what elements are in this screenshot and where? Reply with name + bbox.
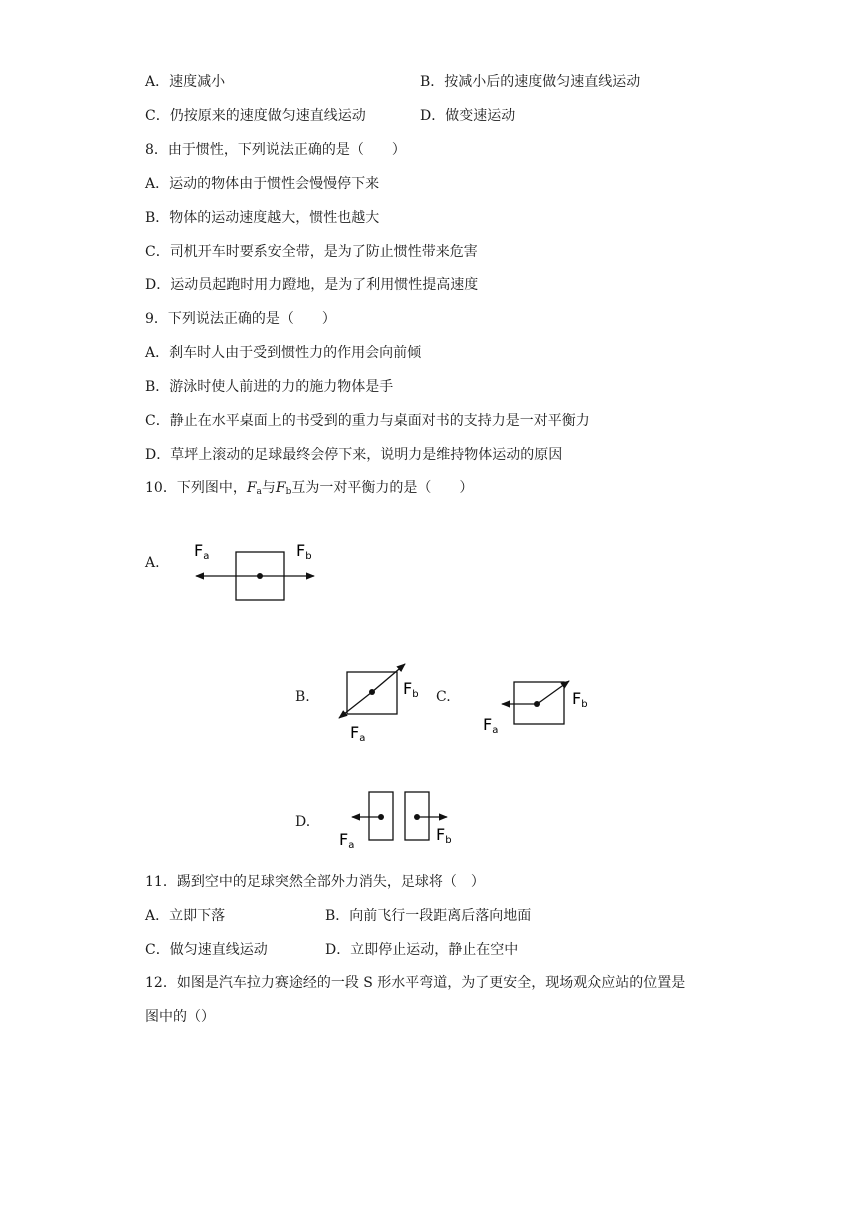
q10-figure-d bbox=[330, 782, 470, 862]
label-fa: Fa bbox=[194, 541, 210, 562]
q9-option-c: C．静止在水平桌面上的书受到的重力与桌面对书的支持力是一对平衡力 bbox=[145, 413, 590, 429]
q9-stem: 9．下列说法正确的是（ ） bbox=[145, 311, 336, 327]
q10-figure-c-label: C. bbox=[436, 689, 451, 705]
q12-stem-line2: 图中的（） bbox=[145, 1009, 215, 1025]
q10-stem-post: 互为一对平衡力的是（ ） bbox=[291, 480, 474, 496]
right-dot bbox=[414, 814, 420, 820]
q8-option-a: A．运动的物体由于惯性会慢慢停下来 bbox=[145, 176, 380, 192]
q8-option-b: B．物体的运动速度越大，惯性也越大 bbox=[145, 210, 380, 226]
q11-option-d: D．立即停止运动，静止在空中 bbox=[325, 942, 519, 958]
q10-stem-mid: 与 bbox=[261, 480, 276, 496]
center-dot bbox=[369, 689, 375, 695]
q11-option-c: C．做匀速直线运动 bbox=[145, 942, 268, 958]
q10-figure-a bbox=[180, 535, 340, 615]
left-dot bbox=[378, 814, 384, 820]
q8-stem: 8．由于惯性，下列说法正确的是（ ） bbox=[145, 142, 406, 158]
q10-stem bbox=[145, 478, 473, 502]
q10-figure-c bbox=[470, 668, 590, 748]
q9-option-d: D．草坪上滚动的足球最终会停下来，说明力是维持物体运动的原因 bbox=[145, 447, 563, 463]
q8-option-c: C．司机开车时要系安全带，是为了防止惯性带来危害 bbox=[145, 244, 478, 260]
label-fb: Fb bbox=[436, 825, 452, 846]
q11-option-b: B．向前飞行一段距离后落向地面 bbox=[325, 908, 532, 924]
q10-stem-pre: 10．下列图中， bbox=[145, 480, 247, 496]
q9-option-b: B．游泳时使人前进的力的施力物体是手 bbox=[145, 379, 394, 395]
q12-stem-line1: 12．如图是汽车拉力赛途经的一段 S 形水平弯道，为了更安全，现场观众应站的位置是 bbox=[145, 975, 686, 991]
force-fb-arrow bbox=[372, 664, 405, 692]
q9-option-a: A．刹车时人由于受到惯性力的作用会向前倾 bbox=[145, 345, 422, 361]
q11-option-a: A．立即下落 bbox=[145, 908, 226, 924]
center-dot bbox=[534, 701, 540, 707]
label-fb: Fb bbox=[572, 689, 588, 710]
q10-figure-b bbox=[330, 660, 430, 750]
q7-option-d: D．做变速运动 bbox=[420, 108, 516, 124]
label-fb: Fb bbox=[296, 541, 312, 562]
label-fa: Fa bbox=[483, 715, 499, 736]
q7-option-c: C．仍按原来的速度做匀速直线运动 bbox=[145, 108, 366, 124]
q10-figure-d-label: D. bbox=[295, 814, 311, 830]
q10-figure-b-label: B. bbox=[295, 689, 310, 705]
q10-stem-fa: $F_a$ bbox=[246, 480, 262, 497]
label-fa: Fa bbox=[350, 723, 366, 744]
center-dot bbox=[257, 573, 263, 579]
label-fa: Fa bbox=[339, 830, 355, 851]
q10-figure-a-label: A. bbox=[145, 555, 160, 571]
q8-option-d: D．运动员起跑时用力蹬地，是为了利用惯性提高速度 bbox=[145, 277, 479, 293]
label-fb: Fb bbox=[403, 679, 419, 700]
q11-stem: 11．踢到空中的足球突然全部外力消失，足球将（ ） bbox=[145, 874, 485, 890]
q7-option-a: A．速度减小 bbox=[145, 74, 226, 90]
q10-stem-fb: $F_b$ bbox=[275, 480, 292, 497]
q7-option-b: B．按减小后的速度做匀速直线运动 bbox=[420, 74, 641, 90]
